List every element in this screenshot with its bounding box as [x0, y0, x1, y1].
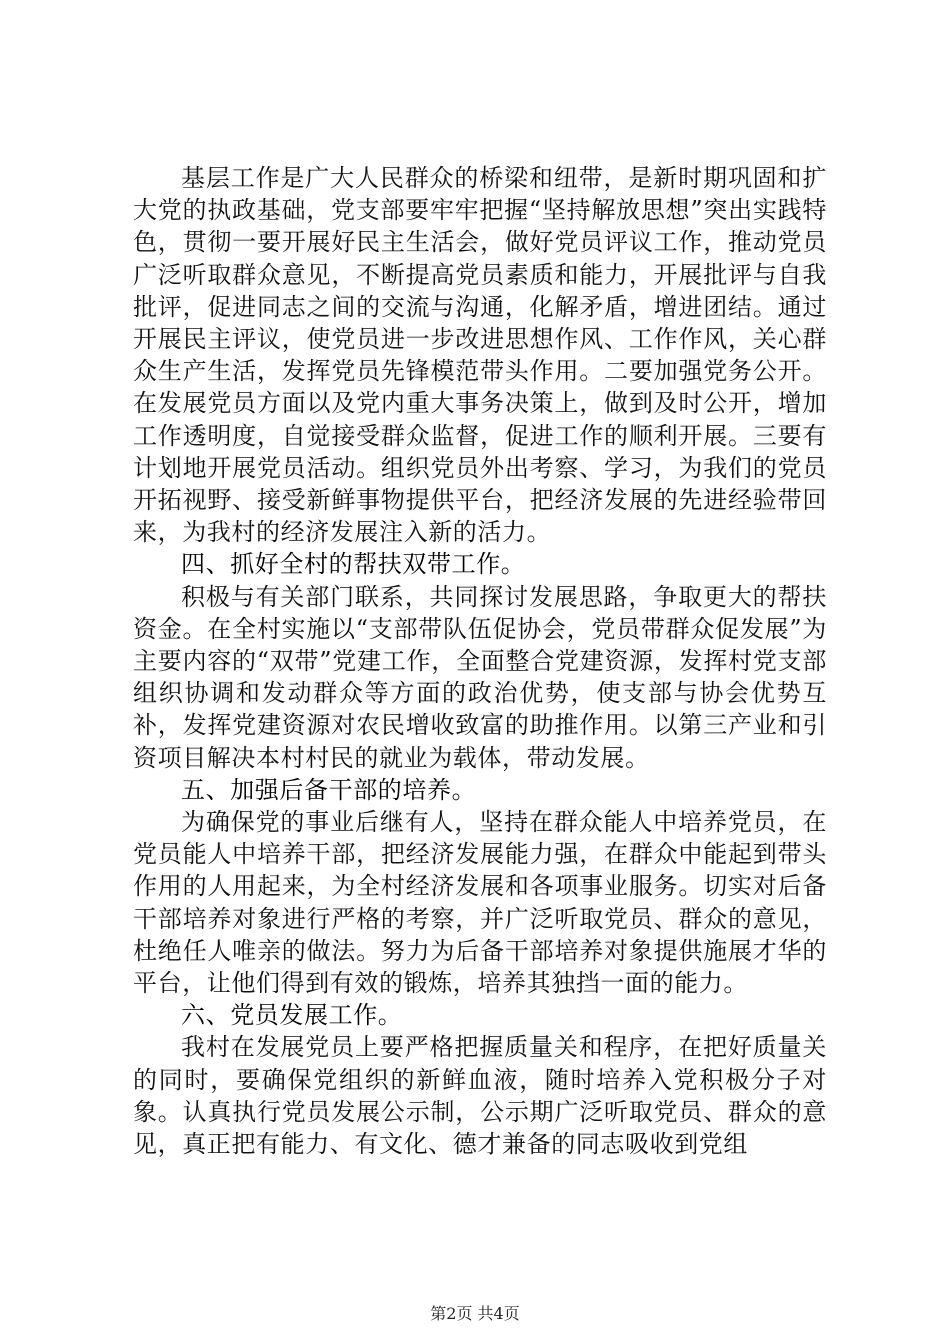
document-body — [133, 162, 827, 1160]
section-heading-4: 四、抓好全村的帮扶双带工作。 — [181, 550, 526, 579]
section-heading-6: 六、党员发展工作。 — [181, 1001, 403, 1030]
paragraph-grassroots-work: 基层工作是广大人民群众的桥梁和纽带，是新时期巩固和扩大党的执政基础，党支部要牢牢把握“坚持解放思想”突出实践特色，贯彻一要开展好民主生活会，做好党员评议工作，推动党员广泛听取群众意见，不断提高党员素质和能力，开展批评与自我批评，促进同志之间的交流与沟通，化解矛盾，增进团结。通过开展民主评议，使党员进一步改进思想作风、工作作风，关心群众生产生活，发挥党员先锋模范带头作用。二要加强党务公开。在发展党员方面以及党内重大事务决策上，做到及时公开，增加工作透明度，自觉接受群众监督，促进工作的顺利开展。三要有计划地开展党员活动。组织党员外出考察、学习，为我们的党员开拓视野、接受新鲜事物提供平台，把经济发展的先进经验带回来，为我村的经济发展注入新的活力。 — [133, 164, 827, 547]
paragraph-assistance-work: 积极与有关部门联系，共同探讨发展思路，争取更大的帮扶资金。在全村实施以“支部带队伍促协会，党员带群众促发展”为主要内容的“双带”党建工作，全面整合党建资源，发挥村党支部组织协调和发动群众等方面的政治优势，使支部与协会优势互补，发挥党建资源对农民增收致富的助推作用。以第三产业和引资项目解决本村村民的就业为载体，带动发展。 — [133, 582, 827, 772]
section-heading-5: 五、加强后备干部的培养。 — [181, 775, 477, 804]
paragraph-member-development: 我村在发展党员上要严格把握质量关和程序，在把好质量关的同时，要确保党组织的新鲜血液，随时培养入党积极分子对象。认真执行党员发展公示制，公示期广泛听取党员、群众的意见，真正把有能力、有文化、德才兼备的同志吸收到党组 — [133, 1033, 827, 1159]
page-number-footer: 第2页 共4页 — [430, 1304, 520, 1323]
paragraph-reserve-cadres: 为确保党的事业后继有人，坚持在群众能人中培养党员，在党员能人中培养干部，把经济发展能力强，在群众中能起到带头作用的人用起来，为全村经济发展和各项事业服务。切实对后备干部培养对象进行严格的考察，并广泛听取党员、群众的意见，杜绝任人唯亲的做法。努力为后备干部培养对象提供施展才华的平台，让他们得到有效的锻炼，培养其独挡一面的能力。 — [133, 808, 827, 998]
